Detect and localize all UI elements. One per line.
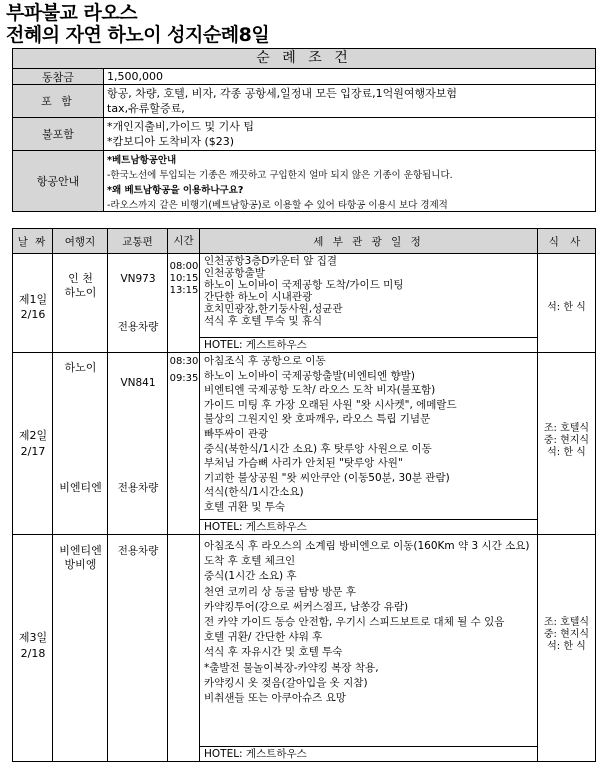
day1-hotel: HOTEL: 게스트하우스 bbox=[200, 337, 537, 352]
title-block bbox=[6, 2, 594, 46]
day3-date: 2/18 bbox=[20, 647, 46, 660]
day3-detail-cell bbox=[200, 535, 538, 761]
day1-day-cell bbox=[13, 254, 53, 352]
day1-detail-5: 호치민광장,한기둥사원,성균관 bbox=[204, 303, 343, 316]
day2-time-cell bbox=[168, 353, 200, 534]
day2-detail-7: 중식(북한식/1시간 소요) 후 탓루앙 사원으로 이동 bbox=[204, 442, 432, 455]
day3-hotel: HOTEL: 게스트하우스 bbox=[200, 746, 537, 761]
included-line-2: tax,유류할증료, bbox=[107, 102, 185, 115]
condition-row-price bbox=[13, 69, 595, 85]
day1-detail-1: 인천공항3층D카운터 앞 집결 bbox=[204, 255, 338, 267]
day1-detail-list bbox=[204, 255, 534, 328]
day1-day: 제1일 bbox=[18, 293, 48, 306]
day3-day: 제3일 bbox=[18, 631, 48, 644]
day3-place-2: 방비엥 bbox=[64, 558, 97, 571]
day1-flight: VN973 bbox=[120, 273, 156, 285]
day2-detail-9: 기괴한 불상공원 "왓 씨안쿠안 (이동50분, 30분 관람) bbox=[204, 471, 450, 484]
day3-detail-3: 중식(1시간 소요) 후 bbox=[204, 570, 297, 583]
day1-place-2: 하노이 bbox=[64, 286, 97, 299]
condition-label-price: 동참금 bbox=[13, 69, 104, 84]
header-meal: 식 사 bbox=[548, 235, 585, 248]
day2-detail-11: 호텔 귀환 및 투숙 bbox=[204, 500, 286, 513]
day3-detail-2: 도착 후 호텔 체크인 bbox=[204, 555, 296, 568]
day2-day: 제2일 bbox=[18, 429, 48, 442]
day1-place-1: 인 천 bbox=[68, 272, 93, 285]
condition-value-included bbox=[104, 85, 595, 117]
header-day: 날 짜 bbox=[13, 229, 53, 253]
excluded-line-1: *개인지출비,가이드 및 기사 팁 bbox=[107, 120, 254, 133]
day2-meal-breakfast: 조: 호텔식 bbox=[543, 423, 590, 434]
day2-detail-3: 비엔티엔 국제공항 도착/ 라오스 도착 비자(불포함) bbox=[204, 384, 436, 397]
condition-value-price bbox=[104, 69, 595, 84]
included-line-1: 항공, 차량, 호텔, 비자, 각종 공항세,일정내 모든 입장료,1억원여행자보험 bbox=[107, 87, 457, 100]
day1-date: 2/16 bbox=[20, 308, 46, 321]
condition-value-flight bbox=[104, 151, 595, 211]
day3-detail-list bbox=[204, 539, 534, 706]
day1-detail-3: 하노이 노이바이 국제공항 도착/가이드 미팅 bbox=[204, 279, 404, 292]
day2-detail-list bbox=[204, 354, 534, 515]
day1-detail-cell bbox=[200, 254, 538, 352]
day3-detail-9: *출발전 물놀이복장-카약킹 복장 착용, bbox=[204, 661, 379, 674]
day3-day-cell bbox=[13, 535, 53, 761]
condition-row-flight bbox=[13, 151, 595, 211]
day3-transport-cell bbox=[108, 535, 168, 761]
itinerary-table bbox=[12, 228, 596, 762]
day2-detail-5: 불상의 그원지인 왓 호파깨우, 라오스 특립 기념문 bbox=[204, 413, 431, 426]
day3-time-cell bbox=[168, 535, 200, 761]
condition-row-excluded bbox=[13, 118, 595, 151]
day3-meal-cell bbox=[538, 535, 595, 761]
day2-vehicle: 전용차량 bbox=[117, 482, 159, 494]
day3-detail-8: 석식 후 자유시간 및 호텔 투숙 bbox=[204, 646, 343, 659]
day2-detail-6: 빠뚜싸이 관광 bbox=[204, 427, 269, 440]
day2-meal-lunch: 중: 현지식 bbox=[543, 435, 590, 446]
conditions-table bbox=[12, 48, 596, 212]
day3-place-cell bbox=[53, 535, 108, 761]
excluded-line-2: *캄보디아 도착비자 ($23) bbox=[107, 135, 235, 148]
day3-meal-lunch: 중: 현지식 bbox=[543, 629, 590, 640]
day3-detail-1: 아침조식 후 라오스의 소계림 방비엔으로 이동(160Km 약 3 시간 소요) bbox=[204, 540, 530, 552]
price-value: 1,500,000 bbox=[107, 70, 163, 83]
itinerary-row-day1 bbox=[13, 254, 595, 353]
day1-time-3: 13:15 bbox=[169, 285, 199, 296]
day2-place-cell bbox=[53, 353, 108, 534]
header-time: 시간 bbox=[168, 229, 200, 253]
day3-detail-10: 카약킹시 옷 젖음(갈아입을 옷 지참) bbox=[204, 676, 368, 689]
day2-meal-cell bbox=[538, 353, 595, 534]
day1-place-cell bbox=[53, 254, 108, 352]
flight-info-question: *왜 베트남항공을 이용하나구요? bbox=[107, 185, 244, 196]
day3-detail-7: 호텔 귀환/ 간단한 샤워 후 bbox=[204, 631, 323, 644]
day3-meal-breakfast: 조: 호텔식 bbox=[543, 617, 590, 628]
flight-info-heading: *베트남항공안내 bbox=[107, 155, 177, 166]
flight-info-line-1: -한국노선에 투입되는 기종은 깨끗하고 구입한지 얼마 되지 않은 기종이 운항됩니다. bbox=[107, 170, 453, 181]
title-line-2: 전혜의 자연 하노이 성지순례8일 bbox=[6, 24, 270, 46]
flight-info-line-2: -라오스까지 같은 비행기(베트남항공)로 이용할 수 있어 타항공 이용시 보다 경제적 bbox=[107, 200, 448, 211]
condition-value-excluded bbox=[104, 118, 595, 150]
day1-detail-4: 간단한 하노이 시내관광 bbox=[204, 291, 313, 304]
condition-label-excluded: 불포함 bbox=[13, 118, 104, 150]
day2-detail-2: 하노이 노이바이 국제공항출발(비엔티엔 향발) bbox=[204, 369, 415, 382]
day1-meal-cell bbox=[538, 254, 595, 352]
itinerary-row-day2 bbox=[13, 353, 595, 535]
day1-transport-cell bbox=[108, 254, 168, 352]
day1-vehicle: 전용차량 bbox=[117, 321, 159, 333]
itinerary-row-day3 bbox=[13, 535, 595, 761]
day2-date: 2/17 bbox=[20, 445, 46, 458]
condition-label-included: 포 함 bbox=[13, 85, 104, 117]
itinerary-header-row bbox=[13, 229, 595, 254]
day3-meal-dinner: 석: 한 식 bbox=[547, 641, 586, 652]
day3-vehicle: 전용차량 bbox=[117, 545, 159, 557]
day2-transport-cell bbox=[108, 353, 168, 534]
day1-detail-2: 인천공항출발 bbox=[204, 267, 265, 280]
day2-detail-4: 가이드 미팅 후 가장 오래된 사원 "왓 시사켓", 에메랄드 bbox=[204, 398, 457, 411]
day3-place-1: 비엔티엔 bbox=[59, 544, 102, 557]
day2-day-cell bbox=[13, 353, 53, 534]
day3-detail-11: 비취샌들 또는 아쿠아슈즈 요망 bbox=[204, 692, 346, 705]
condition-row-included bbox=[13, 85, 595, 118]
header-transport: 교통편 bbox=[108, 229, 168, 253]
day1-time-cell bbox=[168, 254, 200, 352]
day3-detail-4: 천연 코끼리 상 동굴 탐방 방문 후 bbox=[204, 585, 356, 598]
conditions-header: 순 례 조 건 bbox=[13, 49, 595, 69]
day2-detail-1: 아침조식 후 공항으로 이동 bbox=[204, 355, 326, 367]
day2-detail-cell bbox=[200, 353, 538, 534]
day3-detail-5: 카약킹투어(강으로 써커스점프, 남쏭강 유람) bbox=[204, 600, 409, 613]
condition-label-flight: 항공안내 bbox=[13, 151, 104, 211]
day1-time-2: 10:15 bbox=[169, 273, 199, 284]
header-place: 여행지 bbox=[53, 229, 108, 253]
day3-detail-6: 전 카약 가이드 동승 안전함, 우기시 스피드보트로 대체 될 수 있음 bbox=[204, 616, 505, 629]
title-line-1: 부파불교 라오스 bbox=[6, 2, 138, 24]
day2-place-1: 하노이 bbox=[64, 361, 97, 374]
day2-time-2: 09:35 bbox=[169, 373, 199, 384]
day1-time-1: 08:00 bbox=[169, 261, 199, 272]
header-detail: 세 부 관 광 일 정 bbox=[200, 229, 538, 253]
day2-detail-10: 석식(한식/1시간소요) bbox=[204, 486, 304, 499]
day1-meal-dinner: 석: 한 식 bbox=[547, 302, 586, 313]
day2-time-1: 08:30 bbox=[169, 356, 199, 367]
day2-meal-dinner: 석: 한 식 bbox=[547, 447, 586, 458]
day2-detail-8: 부처님 가슴뼈 사리가 안치된 "탓루앙 사원" bbox=[204, 457, 403, 470]
day1-detail-6: 석식 후 호텔 투숙 및 휴식 bbox=[204, 315, 323, 328]
day2-flight: VN841 bbox=[120, 377, 156, 389]
day2-place-2: 비엔티엔 bbox=[59, 481, 102, 494]
day2-hotel: HOTEL: 게스트하우스 bbox=[200, 519, 537, 534]
